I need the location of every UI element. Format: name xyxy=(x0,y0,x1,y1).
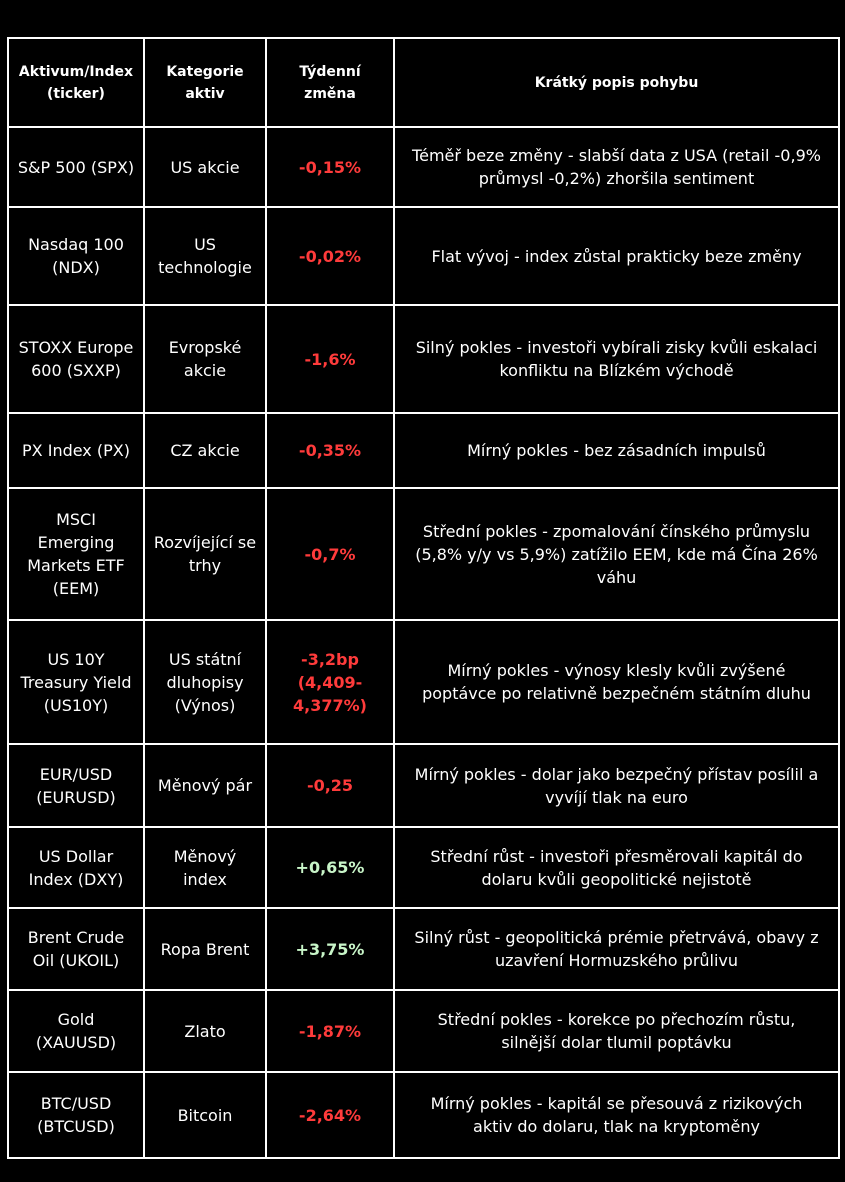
table-row xyxy=(8,620,839,744)
table-header-row xyxy=(8,38,839,127)
category-cell: US akcie xyxy=(144,127,266,207)
description-cell: Silný růst - geopolitická prémie přetrvává, obavy z uzavření Hormuzského průlivu xyxy=(394,908,839,990)
description-cell: Střední pokles - zpomalování čínského průmyslu (5,8% y/y vs 5,9%) zatížilo EEM, kde má Čína 26% váhu xyxy=(394,488,839,620)
header-change: Týdenní změna xyxy=(266,38,394,127)
category-cell: Evropské akcie xyxy=(144,305,266,413)
category-cell: US státní dluhopisy (Výnos) xyxy=(144,620,266,744)
weekly-change-cell: -1,87% xyxy=(266,990,394,1072)
asset-cell: US Dollar Index (DXY) xyxy=(8,827,144,908)
table-row xyxy=(8,744,839,827)
category-cell: Měnový pár xyxy=(144,744,266,827)
asset-cell: STOXX Europe 600 (SXXP) xyxy=(8,305,144,413)
table-row xyxy=(8,827,839,908)
asset-cell: EUR/USD (EURUSD) xyxy=(8,744,144,827)
description-cell: Střední pokles - korekce po přechozím růstu, silnější dolar tlumil poptávku xyxy=(394,990,839,1072)
category-cell: US technologie xyxy=(144,207,266,305)
weekly-change-cell: -0,02% xyxy=(266,207,394,305)
table-row xyxy=(8,488,839,620)
header-description: Krátký popis pohybu xyxy=(394,38,839,127)
weekly-change-cell: -0,25 xyxy=(266,744,394,827)
table-row xyxy=(8,305,839,413)
category-cell: Zlato xyxy=(144,990,266,1072)
description-cell: Silný pokles - investoři vybírali zisky kvůli eskalaci konfliktu na Blízkém východě xyxy=(394,305,839,413)
asset-cell: MSCI Emerging Markets ETF (EEM) xyxy=(8,488,144,620)
description-cell: Mírný pokles - kapitál se přesouvá z rizikových aktiv do dolaru, tlak na kryptoměny xyxy=(394,1072,839,1158)
category-cell: Rozvíjející se trhy xyxy=(144,488,266,620)
table-row xyxy=(8,1072,839,1158)
weekly-change-cell: -2,64% xyxy=(266,1072,394,1158)
table-row xyxy=(8,413,839,488)
table-row xyxy=(8,127,839,207)
description-cell: Střední růst - investoři přesměrovali kapitál do dolaru kvůli geopolitické nejistotě xyxy=(394,827,839,908)
description-cell: Flat vývoj - index zůstal prakticky beze změny xyxy=(394,207,839,305)
header-category: Kategorie aktiv xyxy=(144,38,266,127)
table-row xyxy=(8,207,839,305)
description-cell: Mírný pokles - bez zásadních impulsů xyxy=(394,413,839,488)
asset-cell: BTC/USD (BTCUSD) xyxy=(8,1072,144,1158)
asset-cell: Nasdaq 100 (NDX) xyxy=(8,207,144,305)
category-cell: Ropa Brent xyxy=(144,908,266,990)
category-cell: CZ akcie xyxy=(144,413,266,488)
asset-cell: PX Index (PX) xyxy=(8,413,144,488)
asset-cell: Brent Crude Oil (UKOIL) xyxy=(8,908,144,990)
weekly-change-cell: -0,35% xyxy=(266,413,394,488)
weekly-change-cell: +3,75% xyxy=(266,908,394,990)
table-row xyxy=(8,990,839,1072)
category-cell: Měnový index xyxy=(144,827,266,908)
description-cell: Mírný pokles - dolar jako bezpečný přístav posílil a vyvíjí tlak na euro xyxy=(394,744,839,827)
header-asset: Aktivum/Index (ticker) xyxy=(8,38,144,127)
weekly-change-cell: -0,15% xyxy=(266,127,394,207)
table-row xyxy=(8,908,839,990)
category-cell: Bitcoin xyxy=(144,1072,266,1158)
asset-cell: Gold (XAUUSD) xyxy=(8,990,144,1072)
asset-cell: S&P 500 (SPX) xyxy=(8,127,144,207)
weekly-change-cell: -0,7% xyxy=(266,488,394,620)
description-cell: Mírný pokles - výnosy klesly kvůli zvýšené poptávce po relativně bezpečném státním dluhu xyxy=(394,620,839,744)
description-cell: Téměř beze změny - slabší data z USA (retail -0,9% průmysl -0,2%) zhoršila sentiment xyxy=(394,127,839,207)
market-weekly-table-container xyxy=(7,37,838,1159)
weekly-change-cell: -3,2bp (4,409-4,377%) xyxy=(266,620,394,744)
market-weekly-table xyxy=(7,37,840,1159)
weekly-change-cell: +0,65% xyxy=(266,827,394,908)
asset-cell: US 10Y Treasury Yield (US10Y) xyxy=(8,620,144,744)
weekly-change-cell: -1,6% xyxy=(266,305,394,413)
